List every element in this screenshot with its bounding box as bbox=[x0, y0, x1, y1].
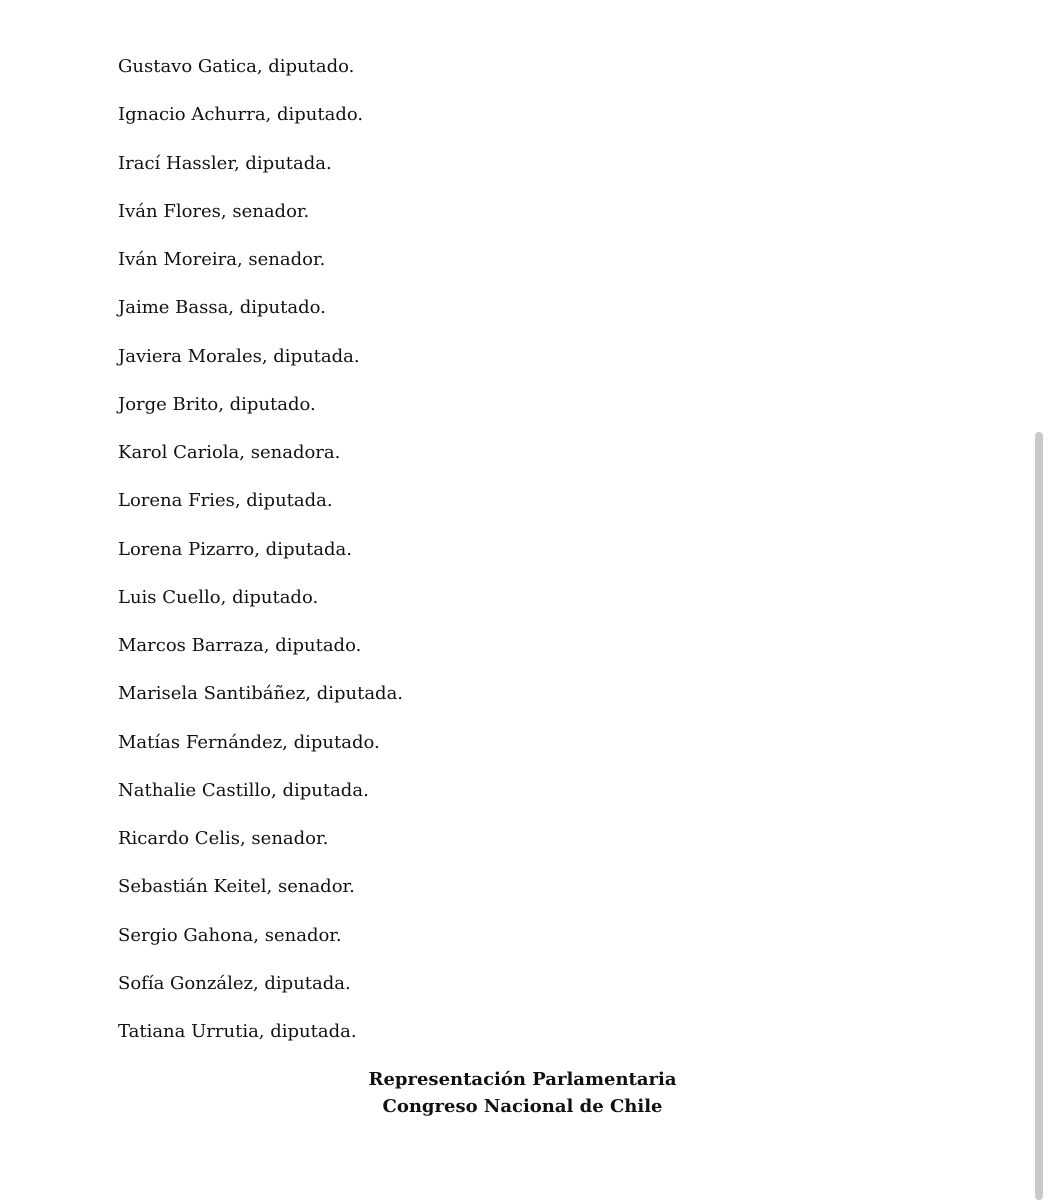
signatory-name: Karol Cariola, senadora. bbox=[118, 442, 341, 463]
signatory-name: Ricardo Celis, senador. bbox=[118, 828, 329, 849]
signatory-name: Ignacio Achurra, diputado. bbox=[118, 104, 364, 126]
signatory-name: Javiera Morales, diputada. bbox=[118, 345, 360, 367]
signatory-name: Sofía González, diputada. bbox=[118, 972, 351, 994]
signatory-name: Marcos Barraza, diputado. bbox=[118, 635, 362, 656]
signatory-name: Marisela Santibáñez, diputada. bbox=[118, 683, 404, 705]
signatory-name: Matías Fernández, diputado. bbox=[118, 731, 380, 753]
signature-block bbox=[0, 1066, 1045, 1120]
signatory-name: Sebastián Keitel, senador. bbox=[118, 876, 355, 898]
vertical-scrollbar[interactable] bbox=[1035, 432, 1043, 1200]
signatory-name: Sergio Gahona, senador. bbox=[118, 924, 342, 946]
signatory-name: Nathalie Castillo, diputada. bbox=[118, 779, 369, 801]
signatory-list bbox=[118, 54, 403, 1067]
signatory-name: Iván Moreira, senador. bbox=[118, 249, 326, 270]
signatory-name: Lorena Pizarro, diputada. bbox=[118, 538, 352, 560]
signatory-name: Luis Cuello, diputado. bbox=[118, 586, 319, 608]
signatory-name: Gustavo Gatica, diputado. bbox=[118, 56, 355, 77]
signature-line-institution: Congreso Nacional de Chile bbox=[382, 1096, 663, 1117]
signatory-name: Jorge Brito, diputado. bbox=[118, 393, 316, 415]
signatory-name: Irací Hassler, diputada. bbox=[118, 152, 332, 174]
signatory-name: Jaime Bassa, diputado. bbox=[118, 297, 326, 319]
signatory-name: Tatiana Urrutia, diputada. bbox=[118, 1021, 357, 1042]
signatory-name: Iván Flores, senador. bbox=[118, 200, 310, 222]
signature-line-organization: Representación Parlamentaria bbox=[368, 1069, 677, 1090]
signatory-name: Lorena Fries, diputada. bbox=[118, 490, 333, 512]
